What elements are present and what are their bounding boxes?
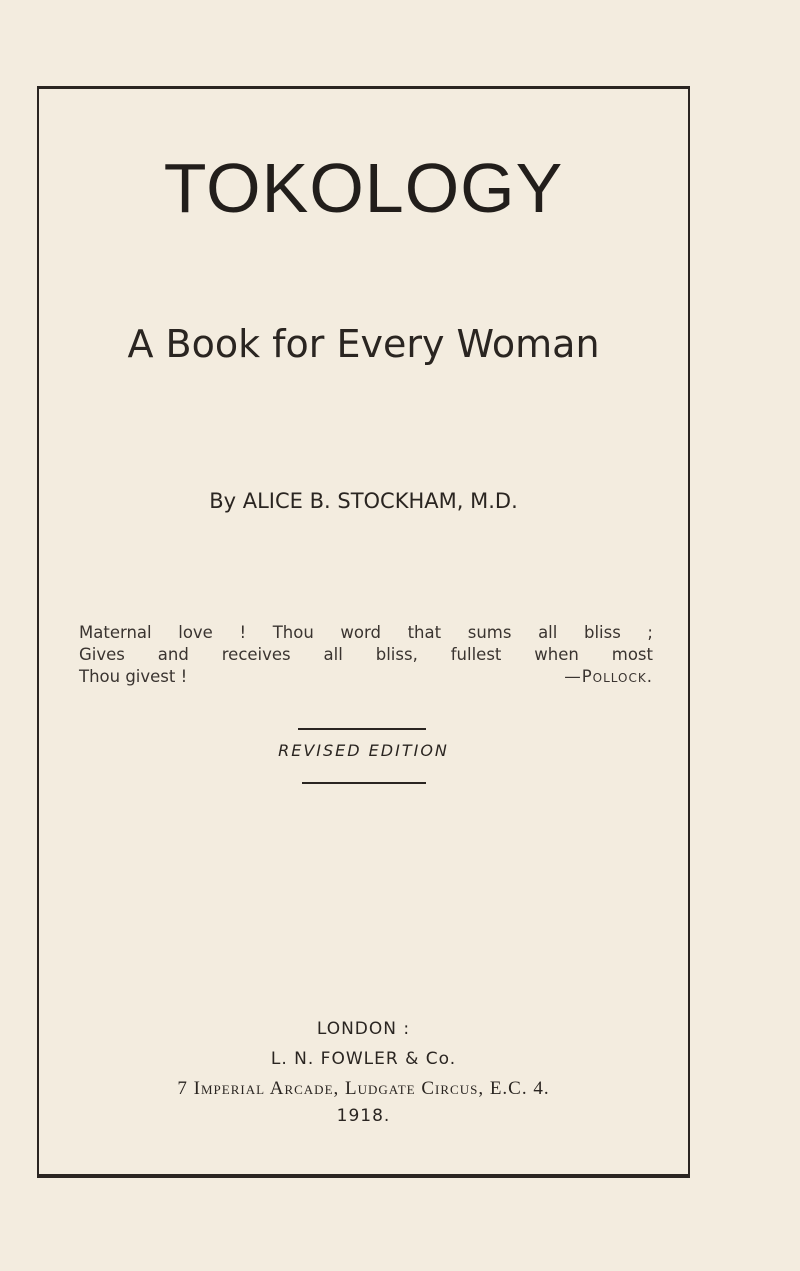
author-line: By ALICE B. STOCKHAM, M.D. bbox=[209, 489, 518, 513]
edition-label: REVISED EDITION bbox=[278, 741, 449, 760]
epigraph bbox=[79, 622, 653, 688]
epigraph-line-1: Maternal love ! Thou word that sums all bliss ; bbox=[79, 623, 653, 642]
epigraph-line-3 bbox=[79, 666, 653, 688]
epigraph-attribution: —Pollock. bbox=[564, 667, 653, 686]
book-title: TOKOLOGY bbox=[163, 149, 564, 227]
imprint-publisher: L. N. FOWLER & Co. bbox=[270, 1049, 457, 1069]
imprint-address: 7 Imperial Arcade, Ludgate Circus, E.C. 4. bbox=[177, 1078, 550, 1099]
edition-rule-bottom bbox=[302, 782, 426, 784]
publisher-imprint bbox=[37, 1016, 690, 1129]
imprint-year: 1918. bbox=[336, 1106, 391, 1126]
epigraph-line-2: Gives and receives all bliss, fullest when most bbox=[79, 645, 653, 664]
book-subtitle: A Book for Every Woman bbox=[127, 322, 600, 366]
epigraph-line-3-text: Thou givest ! bbox=[79, 667, 188, 686]
imprint-city: LONDON : bbox=[316, 1019, 411, 1039]
edition-rule-top bbox=[298, 728, 426, 730]
